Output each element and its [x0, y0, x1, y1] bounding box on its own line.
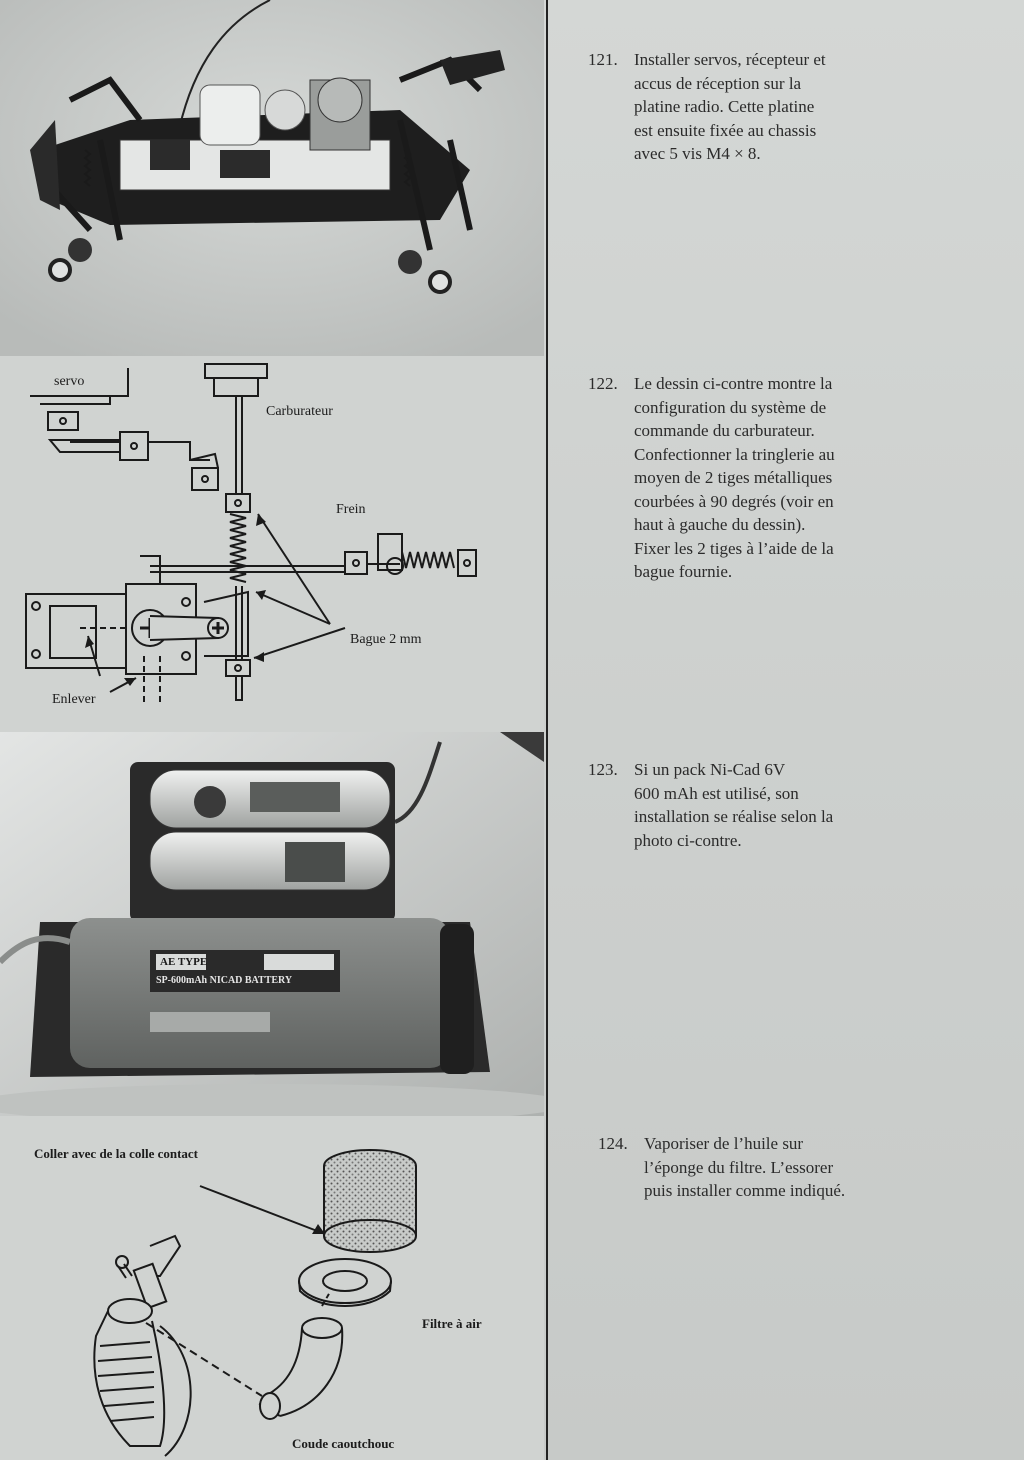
label-coude: Coude caoutchouc — [292, 1436, 395, 1451]
instructions-column — [548, 0, 1024, 1460]
label-filtre: Filtre à air — [422, 1316, 482, 1331]
label-servo: servo — [54, 374, 85, 389]
step-text: Vaporiser de l’huile sur l’éponge du filtre. L’essorer puis installer comme indiqué. — [644, 1134, 846, 1200]
step-number: 121. — [588, 50, 618, 69]
step-number: 123. — [588, 760, 618, 779]
label-coller: Coller avec de la colle contact — [34, 1146, 199, 1161]
step-121 — [588, 48, 1008, 166]
battery-brand-label: AE TYPE — [160, 956, 208, 968]
label-bague: Bague 2 mm — [350, 632, 422, 647]
chassis-photo — [0, 0, 544, 358]
air-filter-drawing — [0, 1116, 544, 1460]
carburetor-linkage-diagram — [0, 356, 544, 734]
step-123 — [588, 758, 1008, 852]
step-124 — [598, 1132, 1018, 1203]
air-filter-diagram — [0, 1116, 544, 1460]
step-text: Le dessin ci-contre montre la configuration du système de commande du carburateur. Confectionner la tringlerie au moyen de 2 tiges métalliques courbées à 90 degrés (voir en haut à gauche du dessin). Fixer les 2 tiges à l’aide de la bague fournie. — [634, 374, 835, 581]
chassis-illustration — [0, 0, 544, 356]
battery-model-label: SP-600mAh NICAD BATTERY — [156, 975, 293, 986]
label-frein: Frein — [336, 502, 366, 517]
step-text: Si un pack Ni-Cad 6V 600 mAh est utilisé, son installation se réalise selon la photo ci-contre. — [634, 760, 834, 850]
step-text: Installer servos, récepteur et accus de réception sur la platine radio. Cette platine est ensuite fixée au chassis avec 5 vis M4 × 8. — [634, 50, 826, 163]
battery-illustration — [0, 732, 544, 1116]
battery-photo — [0, 732, 544, 1118]
step-number: 122. — [588, 374, 618, 393]
label-carburateur: Carburateur — [266, 404, 333, 419]
step-number: 124. — [598, 1134, 628, 1153]
label-enlever: Enlever — [52, 692, 96, 707]
step-122 — [588, 372, 1008, 584]
